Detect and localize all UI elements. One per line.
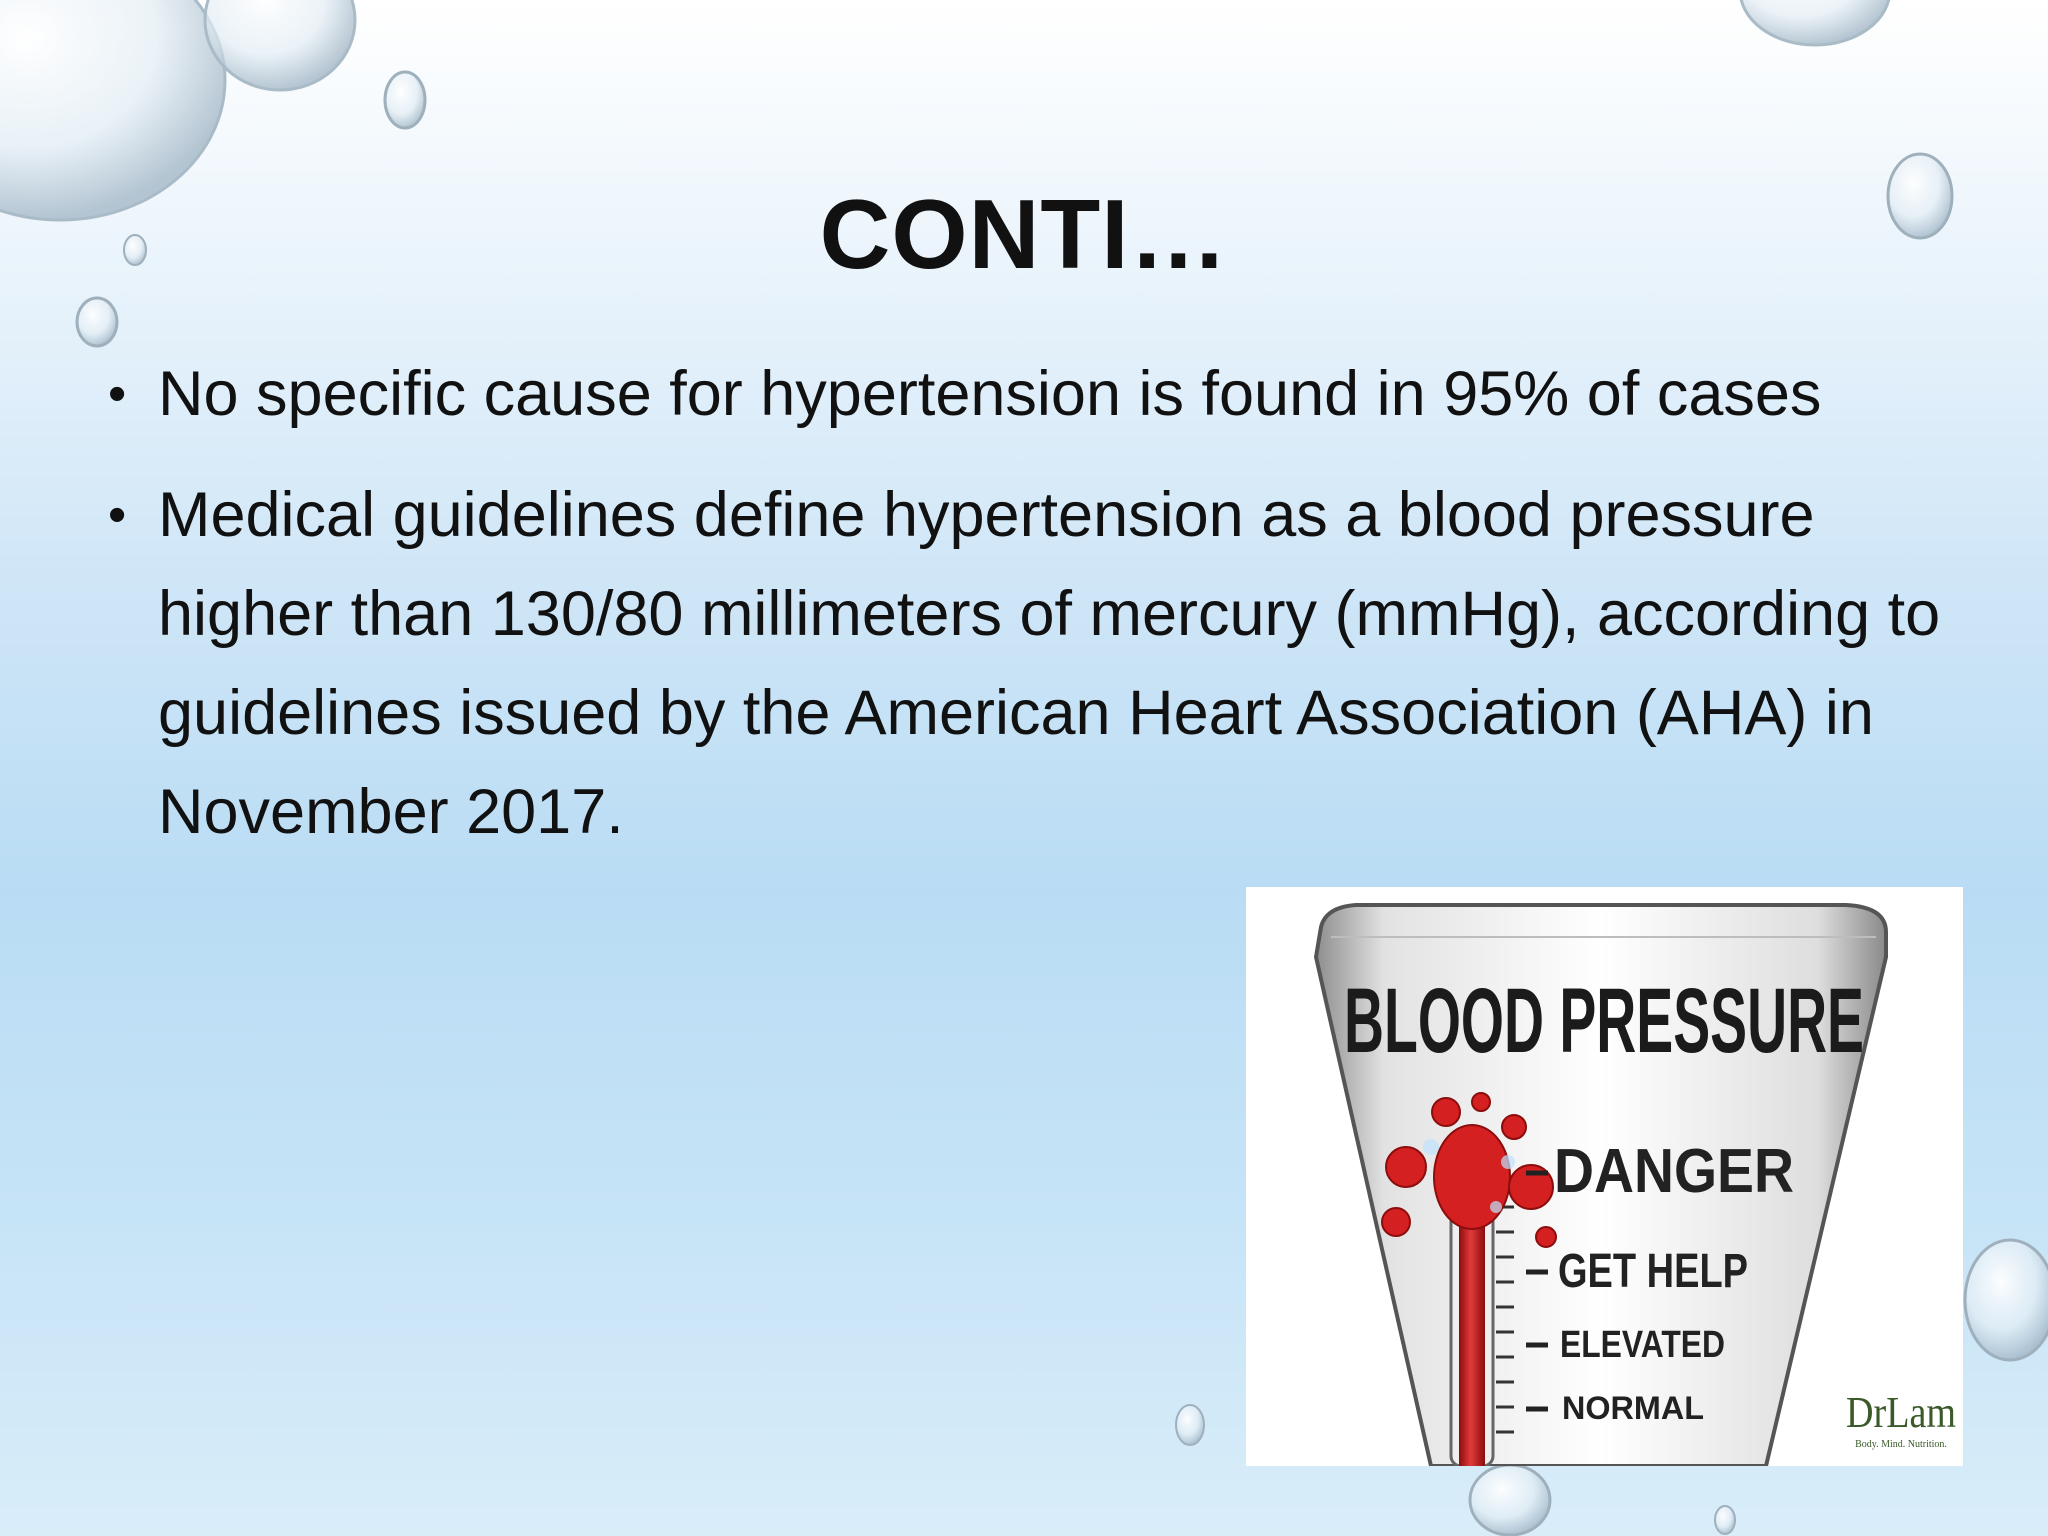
bullet-list [100,345,2000,884]
level-label-elevated: ELEVATED [1560,1324,1725,1366]
bullet-item [100,345,2000,444]
slide-title: CONTI… [819,179,1229,289]
level-label-normal: NORMAL [1562,1390,1704,1426]
level-label-danger: DANGER [1554,1137,1794,1206]
bullet-marker: • [108,486,127,544]
blood-pressure-gauge-image [1246,887,1963,1466]
gauge-heading: BLOOD PRESSURE [1344,970,1864,1072]
drlam-logo-tagline: Body. Mind. Nutrition. [1855,1439,1947,1450]
bullet-item [100,466,2000,862]
bullet-marker: • [108,365,127,423]
level-label-get-help: GET HELP [1558,1245,1748,1298]
drlam-logo: DrLam [1846,1388,1956,1437]
bullet-text: No specific cause for hypertension is found in 95% of cases [158,359,1822,429]
bullet-text: Medical guidelines define hypertension as a blood pressure higher than 130/80 millimeters of mercury (mmHg), according to guidelines issued by the American Heart Association (AHA) in November 2017. [158,480,1941,847]
